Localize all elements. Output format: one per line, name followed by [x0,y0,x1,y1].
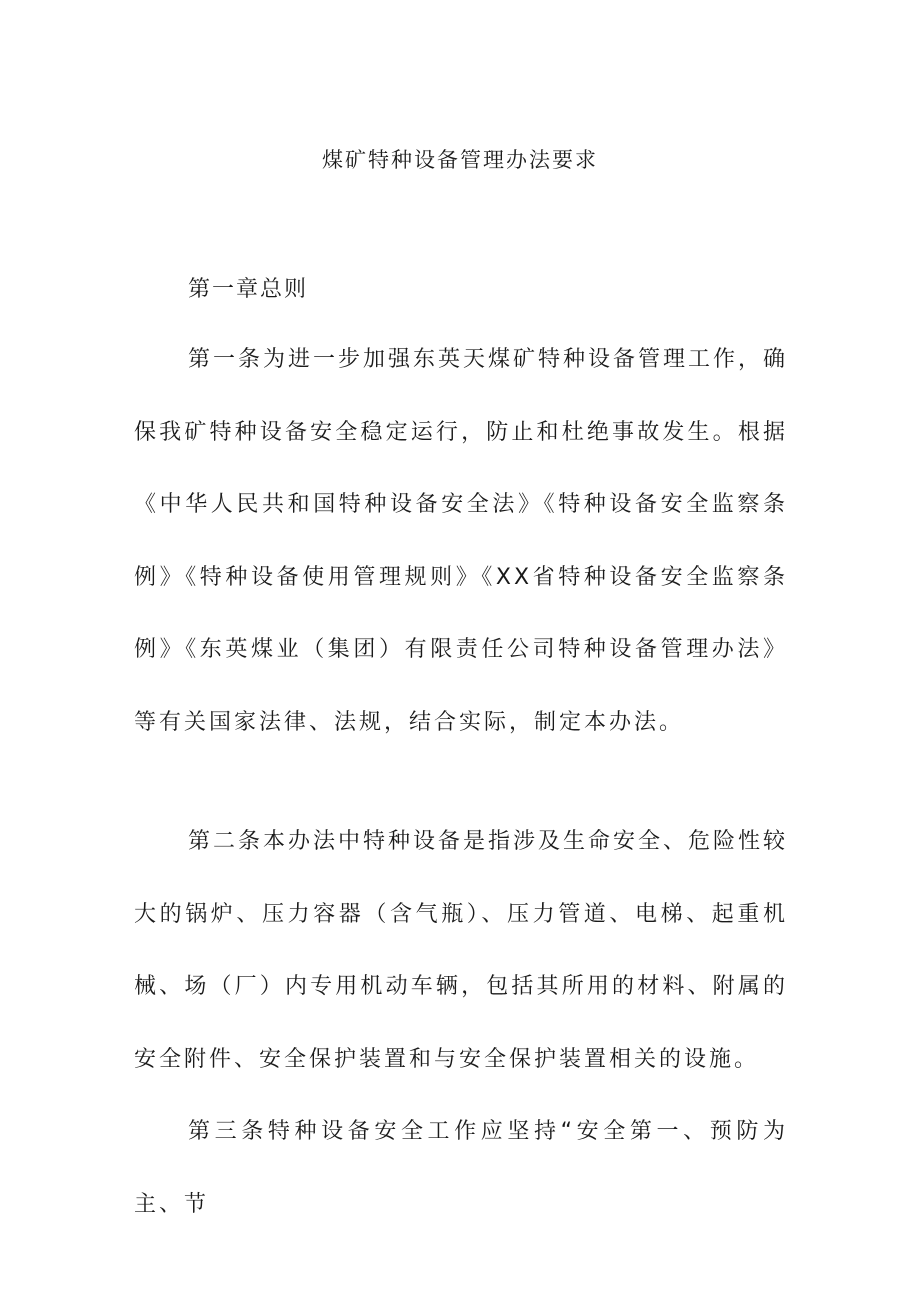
article-3-paragraph: 第三条特种设备安全工作应坚持“安全第一、预防为主、节 [134,1119,788,1217]
document-title: 煤矿特种设备管理办法要求 [322,148,598,172]
chapter-heading: 第一章总则 [188,277,309,302]
article-2-paragraph: 第二条本办法中特种设备是指涉及生命安全、危险性较大的锅炉、压力容器（含气瓶）、压力管道、电梯、起重机械、场（厂）内专用机动车辆，包括其所用的材料、附属的安全附件、安全保护装置和与安全保护装置相关的设施。 [134,829,789,1072]
article-1-paragraph: 第一条为进一步加强东英天煤矿特种设备管理工作，确保我矿特种设备安全稳定运行，防止和杜绝事故发生。根据《中华人民共和国特种设备安全法》《特种设备安全监察条例》《特种设备使用管理规则》《XX省特种设备安全监察条例》《东英煤业（集团）有限责任公司特种设备管理办法》等有关国家法律、法规，结合实际，制定本办法。 [134,347,789,735]
